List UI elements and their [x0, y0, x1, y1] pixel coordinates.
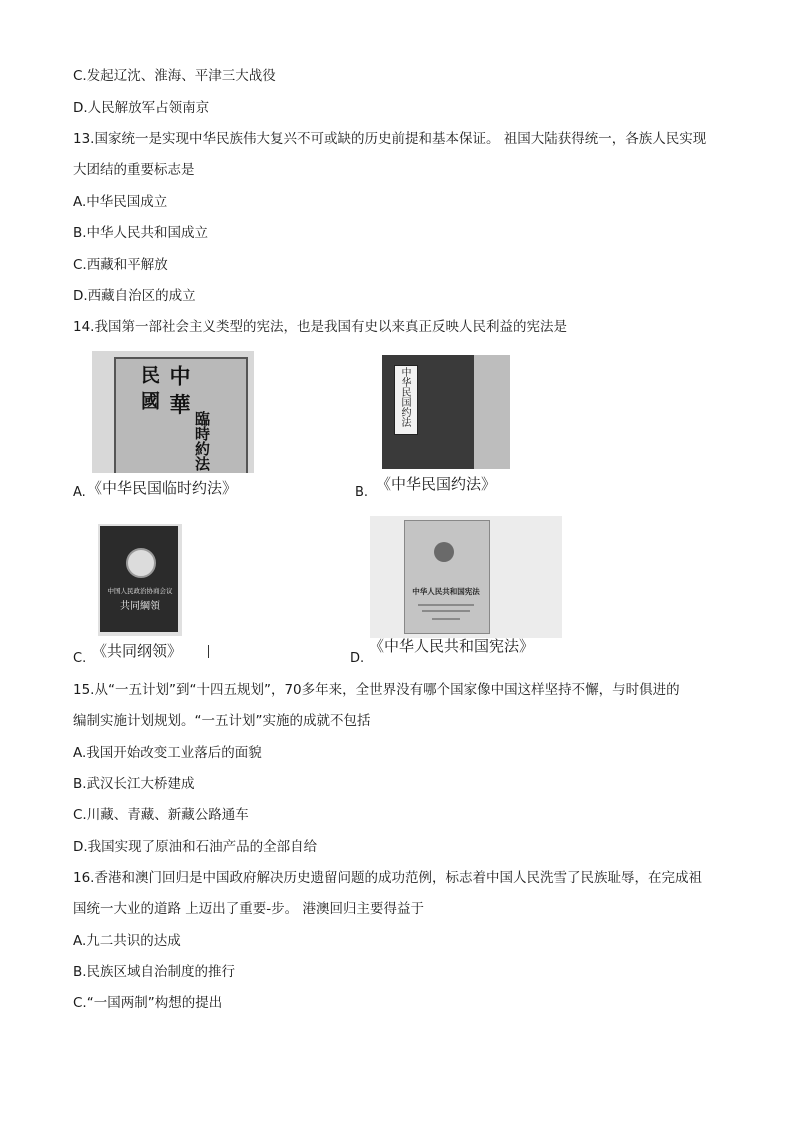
cover-text-lin-shi: 臨時約法	[193, 411, 211, 471]
q13-stem-line1: 13.国家统一是实现中华民族伟大复兴不可或缺的历史前提和基本保证。 祖国大陆获得统一，各族人民实现	[73, 131, 707, 147]
option-d-photo	[370, 516, 562, 638]
q14-caption-a: 《中华民国临时约法》	[87, 479, 238, 497]
q13-option-b: B.中华人民共和国成立	[73, 225, 209, 241]
q15-option-d: D.我国实现了原油和石油产品的全部自给	[73, 839, 318, 855]
cover-text-zheng-xie: 中国人民政治协商会议	[107, 587, 173, 595]
q14-label-a: A.	[73, 485, 86, 500]
q14-stem: 14.我国第一部社会主义类型的宪法，也是我国有史以来真正反映人民利益的宪法是	[73, 319, 567, 335]
q14-caption-c: 《共同纲领》	[92, 642, 183, 660]
q13-stem-line2: 大团结的重要标志是	[73, 162, 195, 178]
q14-label-b: B.	[355, 485, 369, 500]
q16-option-c: C.“一国两制”构想的提出	[73, 995, 223, 1011]
q16-stem-line1: 16.香港和澳门回归是中国政府解决历史遗留问题的成功范例，标志着中国人民洗雪了民族耻辱，在完成祖	[73, 870, 702, 886]
q14-label-c: C.	[73, 651, 87, 666]
national-emblem-icon-d	[434, 542, 454, 562]
q13-option-c: C.西藏和平解放	[73, 257, 168, 273]
q14-caption-d: 《中华人民共和国宪法》	[369, 637, 535, 655]
q13-option-a: A.中华民国成立	[73, 194, 168, 210]
stray-mark	[208, 645, 209, 658]
q15-stem-line2: 编制实施计划规划。“一五计划”实施的成就不包括	[73, 713, 371, 729]
cover-text-zhong-hua: 中 華	[167, 365, 192, 415]
option-a-photo	[92, 351, 254, 473]
cover-text-gang-ling: 共同綱領	[120, 601, 160, 612]
cover-text-min-guo: 民 國	[138, 365, 160, 410]
q15-option-c: C.川藏、青藏、新藏公路通车	[73, 807, 249, 823]
q15-option-b: B.武汉长江大桥建成	[73, 776, 195, 792]
q13-option-d: D.西藏自治区的成立	[73, 288, 196, 304]
option-c-photo	[98, 524, 182, 636]
q16-stem-line2: 国统一大业的道路 上迈出了重要-步。 港澳回归主要得益于	[73, 901, 424, 917]
option-b-photo	[382, 355, 510, 469]
cover-text-yue-fa: 中华民国约法	[399, 367, 410, 427]
q16-option-a: A.九二共识的达成	[73, 933, 181, 949]
q15-option-a: A.我国开始改变工业落后的面貌	[73, 745, 262, 761]
q14-label-d: D.	[350, 651, 365, 666]
q15-stem-line1: 15.从“一五计划”到“十四五规划”，70多年来，全世界没有哪个国家像中国这样坚持不懈，与时俱进的	[73, 682, 680, 698]
q14-caption-b: 《中华民国约法》	[376, 475, 497, 493]
q16-option-b: B.民族区域自治制度的推行	[73, 964, 236, 980]
q12-option-d: D.人民解放军占领南京	[73, 100, 210, 116]
national-emblem-icon	[126, 548, 156, 578]
q12-option-c: C.发起辽沈、淮海、平津三大战役	[73, 68, 276, 84]
cover-text-xian-fa: 中华人民共和国宪法	[412, 587, 480, 596]
